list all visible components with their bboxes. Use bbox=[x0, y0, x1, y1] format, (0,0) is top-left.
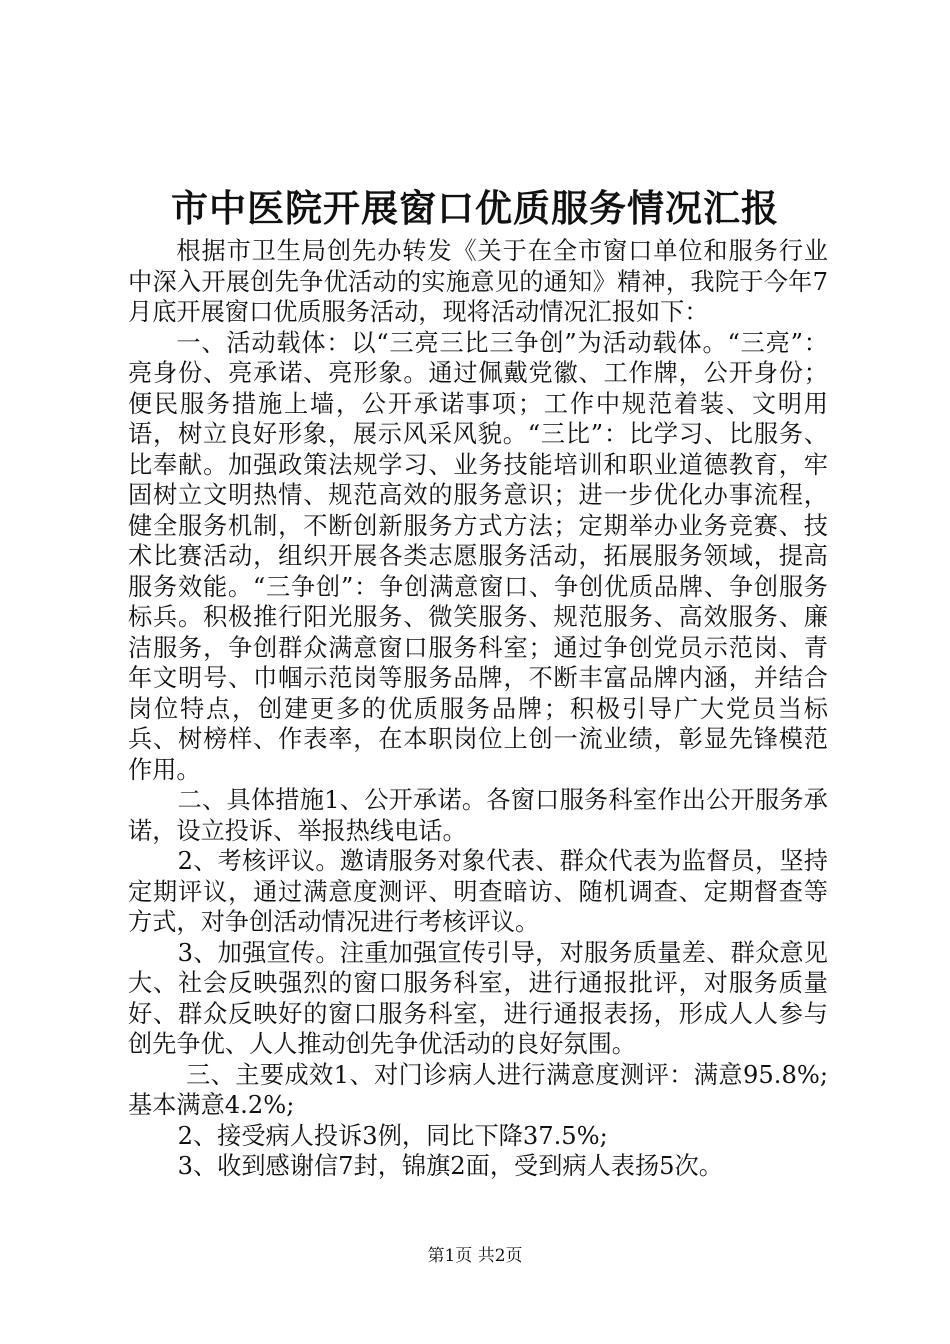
section-results-praise: 3、收到感谢信7封，锦旗2面，受到病人表扬5次。 bbox=[177, 1152, 723, 1180]
document-body bbox=[128, 236, 828, 1182]
page-footer: 第1页 共2页 bbox=[427, 1246, 523, 1266]
section-measures-promise: 二、具体措施1、公开承诺。各窗口服务科室作出公开服务承诺，设立投诉、举报热线电话。 bbox=[128, 786, 828, 845]
section-measures-evaluation: 2、考核评议。邀请服务对象代表、群众代表为监督员，坚持定期评议，通过满意度测评、明查暗访、随机调查、定期督查等方式，对争创活动情况进行考核评议。 bbox=[128, 847, 828, 936]
section-activity-carrier: 一、活动载体：以“三亮三比三争创”为活动载体。“三亮”：亮身份、亮承诺、亮形象。通过佩戴党徽、工作牌，公开身份；便民服务措施上墙，公开承诺事项；工作中规范着装、文明用语，树立良好形象，展示风采风貌。“三比”：比学习、比服务、比奉献。加强政策法规学习、业务技能培训和职业道德教育，牢固树立文明热情、规范高效的服务意识；进一步优化办事流程，健全服务机制，不断创新服务方式方法；定期举办业务竞赛、技术比赛活动，组织开展各类志愿服务活动，拓展服务领域，提高服务效能。“三争创”：争创满意窗口、争创优质品牌、争创服务标兵。积极推行阳光服务、微笑服务、规范服务、高效服务、廉洁服务，争创群众满意窗口服务科室；通过争创党员示范岗、青年文明号、巾帼示范岗等服务品牌，不断丰富品牌内涵，并结合岗位特点，创建更多的优质服务品牌；积极引导广大党员当标兵、树榜样、作表率，在本职岗位上创一流业绩，彰显先锋模范作用。 bbox=[128, 328, 828, 784]
section-results-complaints: 2、接受病人投诉3例，同比下降37.5%; bbox=[177, 1121, 608, 1150]
section-measures-publicity: 3、加强宣传。注重加强宣传引导，对服务质量差、群众意见大、社会反映强烈的窗口服务科室，进行通报批评，对服务质量好、群众反映好的窗口服务科室，进行通报表扬，形成人人参与创先争优、人人推动创先争优活动的良好氛围。 bbox=[128, 938, 828, 1058]
section-results-satisfaction: 三、主要成效1、对门诊病人进行满意度测评：满意95.8%;基本满意4.2%; bbox=[128, 1060, 828, 1119]
intro-paragraph: 根据市卫生局创先办转发《关于在全市窗口单位和服务行业中深入开展创先争优活动的实施意见的通知》精神，我院于今年7月底开展窗口优质服务活动，现将活动情况汇报如下： bbox=[128, 237, 828, 326]
document-title: 市中医院开展窗口优质服务情况汇报 bbox=[171, 186, 779, 230]
